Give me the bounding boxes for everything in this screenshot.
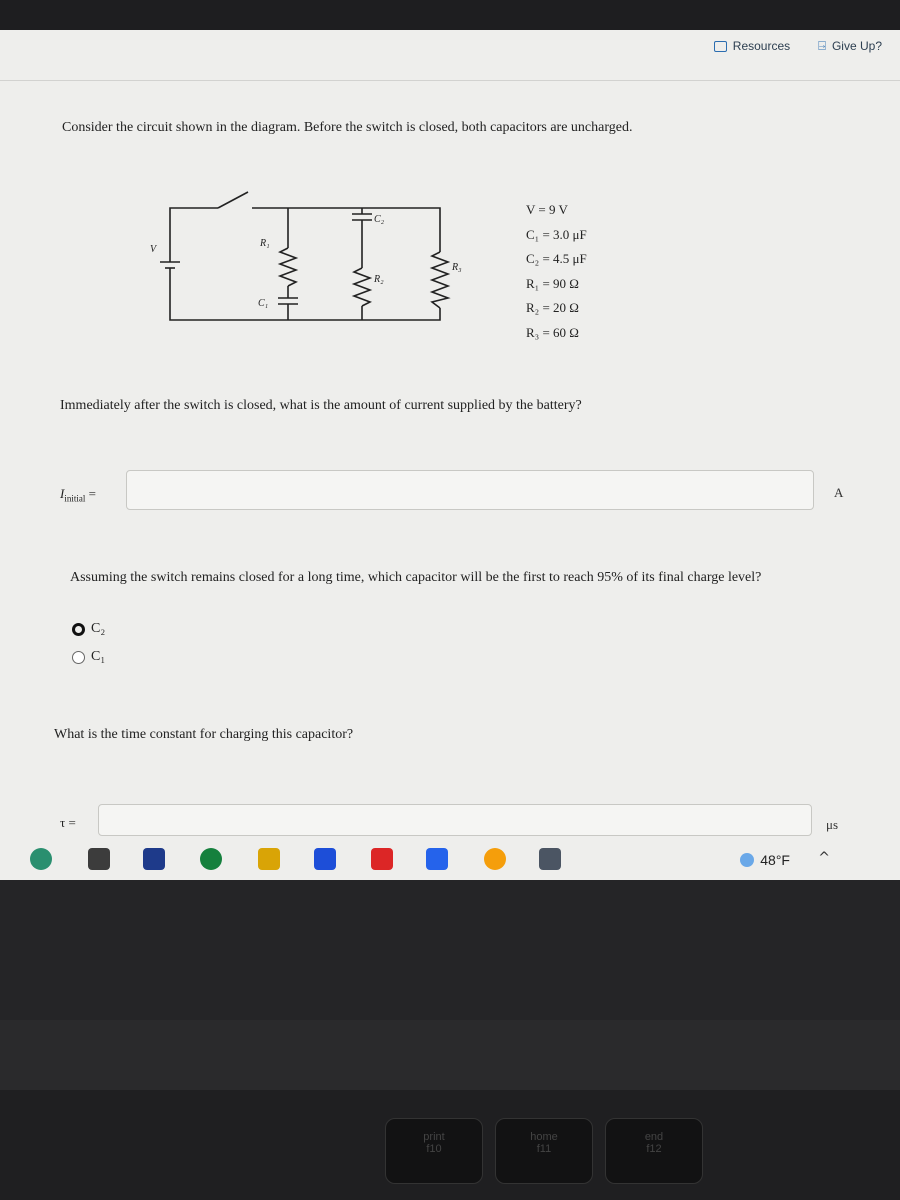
given-c2: C₂ = 4.5 μF <box>526 251 587 266</box>
question-3-text: What is the time constant for charging this capacitor? <box>54 727 354 742</box>
label-r1: R₁ <box>260 238 270 249</box>
option-c2[interactable] <box>72 621 105 637</box>
option-c1-label: C₁ <box>91 649 106 664</box>
cortana-icon[interactable] <box>314 848 336 870</box>
label-r3: R₃ <box>452 262 462 273</box>
question-2-text: Assuming the switch remains closed for a long time, which capacitor will be the first to reach 95% of its final charge level? <box>70 570 762 585</box>
circuit-diagram <box>140 190 480 340</box>
time-constant-input[interactable] <box>98 804 812 836</box>
edge-icon[interactable] <box>30 848 52 870</box>
radio-c1[interactable] <box>72 651 85 664</box>
problem-statement: Consider the circuit shown in the diagram. Before the switch is closed, both capacitors are uncharged. <box>62 120 633 135</box>
give-up-button[interactable] <box>818 38 882 54</box>
word-icon[interactable] <box>426 848 448 870</box>
give-up-label: Give Up? <box>831 39 882 53</box>
initial-current-input[interactable] <box>126 470 814 510</box>
label-r2: R₂ <box>374 274 384 285</box>
temperature: 48°F <box>760 852 790 868</box>
tray-chevron-icon[interactable]: ^ <box>818 850 830 866</box>
given-values <box>526 198 587 345</box>
option-c2-label: C₂ <box>91 621 106 636</box>
time-constant-label: τ = <box>60 815 76 830</box>
option-c1[interactable] <box>72 649 105 665</box>
question-1-text: Immediately after the switch is closed, what is the amount of current supplied by the battery? <box>60 398 582 413</box>
resistor-r2 <box>354 268 370 306</box>
label-c2: C₂ <box>374 214 385 225</box>
key-home[interactable]: home f11 <box>495 1118 593 1184</box>
key-print[interactable]: print f10 <box>385 1118 483 1184</box>
resources-label: Resources <box>732 39 791 53</box>
screen <box>0 30 900 880</box>
header-toolbar <box>714 38 882 54</box>
key-end[interactable]: end f12 <box>605 1118 703 1184</box>
given-r1: R₁ = 90 Ω <box>526 275 579 291</box>
label-v: V <box>150 244 157 255</box>
given-c1: C₁ = 3.0 μF <box>526 226 587 242</box>
resistor-r3 <box>432 252 448 308</box>
resources-icon <box>714 41 727 52</box>
resources-button[interactable] <box>714 39 790 53</box>
given-r3: R₃ = 60 Ω <box>526 324 579 340</box>
time-constant-unit: μs <box>826 817 839 832</box>
label-c1: C₁ <box>258 298 269 309</box>
switch <box>218 192 248 208</box>
taskbar <box>0 838 900 880</box>
resistor-r1 <box>280 248 296 286</box>
wire-left-bottom <box>170 280 440 320</box>
give-up-icon: ⍈ <box>818 38 826 53</box>
app-icon[interactable] <box>143 848 165 870</box>
store-icon[interactable] <box>88 848 110 870</box>
office-icon[interactable] <box>371 848 393 870</box>
chrome-icon[interactable] <box>484 848 506 870</box>
initial-current-label: $I_{initial}$ = <box>60 486 96 504</box>
initial-current-unit: A <box>834 485 844 500</box>
wire-left-top <box>170 208 218 245</box>
app-round-icon[interactable] <box>200 848 222 870</box>
calculator-icon[interactable] <box>539 848 561 870</box>
header-divider <box>0 80 900 81</box>
radio-c2-selected[interactable] <box>72 623 85 636</box>
given-r2: R₂ = 20 Ω <box>526 300 579 315</box>
weather-icon <box>740 853 754 867</box>
wire-top <box>252 208 440 252</box>
given-v: V = 9 V <box>526 202 568 217</box>
app-yellow-icon[interactable] <box>258 848 280 870</box>
laptop-bezel <box>0 880 900 1020</box>
weather-widget[interactable] <box>740 852 790 868</box>
